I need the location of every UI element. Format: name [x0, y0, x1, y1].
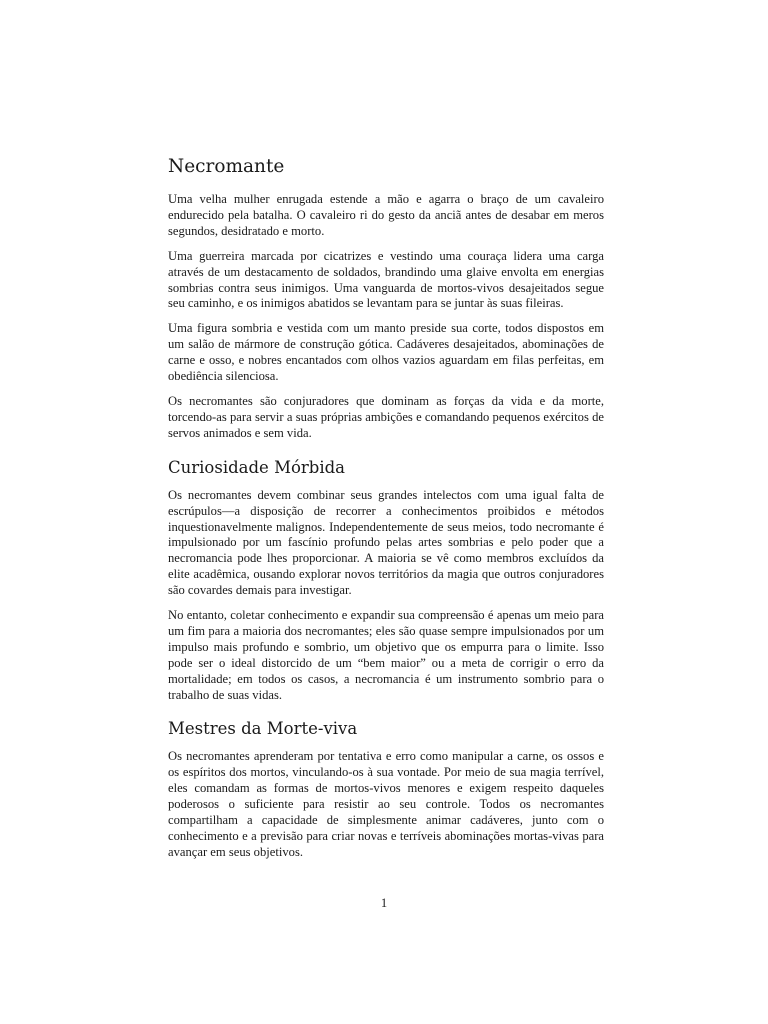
section-mestres-da-morte-viva [168, 717, 604, 860]
section-heading: Curiosidade Mórbida [168, 457, 346, 477]
page-title: Necromante [168, 156, 285, 177]
section-curiosidade-morbida [168, 456, 604, 704]
page-number: 1 [380, 896, 388, 910]
intro-paragraph-3: Uma figura sombria e vestida com um manto preside sua corte, todos dispostos em um salão de mármore de construção gótica. Cadáveres desajeitados, abominações de carne e osso, e nobres encantados com olhos vazios aguardam em filas perfeitas, em obediência silenciosa. [168, 321, 604, 384]
intro-paragraph-2: Uma guerreira marcada por cicatrizes e vestindo uma couraça lidera uma carga através de um destacamento de soldados, brandindo uma glaive envolta em energias sombrias contra seus inimigos. Uma vanguarda de mortos-vivos desajeitados segue seu caminho, e os inimigos abatidos se levantam para se juntar às suas fileiras. [168, 248, 604, 311]
intro-paragraph-1: Uma velha mulher enrugada estende a mão e agarra o braço de um cavaleiro endurecido pela batalha. O cavaleiro ri do gesto da anciã antes de desabar em meros segundos, desidratado e morto. [168, 192, 604, 238]
intro-paragraph-4: Os necromantes são conjuradores que dominam as forças da vida e da morte, torcendo-as para servir a suas próprias ambições e comandando pequenos exércitos de servos animados e sem vida. [168, 393, 604, 440]
document-page [168, 154, 604, 870]
section-paragraph: Os necromantes devem combinar seus grandes intelectos com uma igual falta de escrúpulos—a disposição de recorrer a conhecimentos proibidos e métodos inquestionavelmente malignos. Independentemente de seus meios, todo necromante é impulsionado por um fascínio profundo pelas artes sombrias e pelo poder que a necromancia pode lhes proporcionar. A maioria se vê como membros excluídos da elite acadêmica, ousando explorar novos territórios da magia que outros conjuradores são covardes demais para investigar. [168, 487, 604, 598]
section-heading: Mestres da Morte-viva [168, 719, 358, 739]
section-paragraph: No entanto, coletar conhecimento e expandir sua compreensão é apenas um meio para um fim para a maioria dos necromantes; eles são quase sempre impulsionados por um impulso mais profundo e sombrio, um objetivo que os empurra para o limite. Isso pode ser o ideal distorcido de um “bem maior” ou a meta de corrigir o erro da mortalidade; em todos os casos, a necromancia é um instrumento sombrio para o trabalho de suas vidas. [168, 608, 604, 702]
section-paragraph: Os necromantes aprenderam por tentativa e erro como manipular a carne, os ossos e os espíritos dos mortos, vinculando-os à sua vontade. Por meio de sua magia terrível, eles comandam as formas de mortos-vivos menores e exigem respeito daqueles poderosos o suficiente para resistir ao seu controle. Todos os necromantes compartilham a capacidade de simplesmente animar cadáveres, junto com o conhecimento e a previsão para criar novas e terríveis abominações mortas-vivas para avançar em seus objetivos. [168, 749, 604, 859]
